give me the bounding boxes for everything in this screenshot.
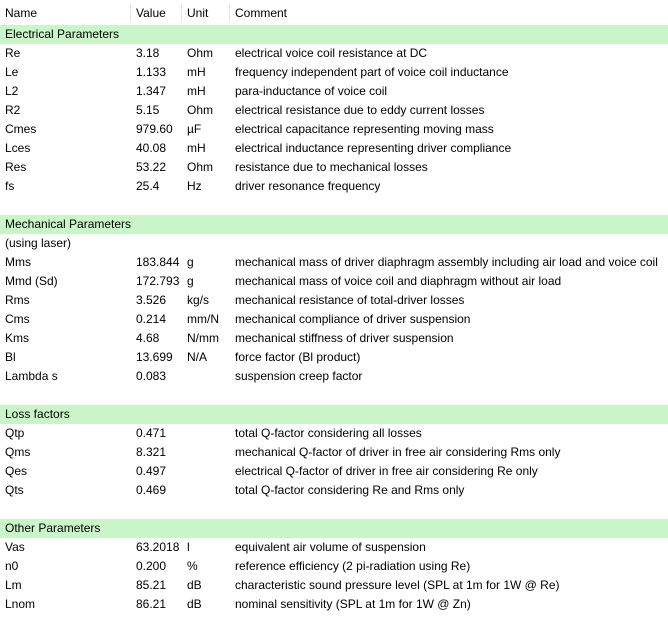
param-comment: characteristic sound pressure level (SPL at 1m for 1W @ Re) <box>235 578 560 592</box>
param-value: 40.08 <box>136 141 167 155</box>
param-value: 3.526 <box>136 293 167 307</box>
param-comment: mechanical compliance of driver suspension <box>235 312 471 326</box>
param-comment: nominal sensitivity (SPL at 1m for 1W @ Zn) <box>235 597 471 611</box>
param-name: Qtp <box>5 426 25 440</box>
param-unit: µF <box>187 122 202 136</box>
param-unit: mH <box>187 141 206 155</box>
table-row[interactable] <box>0 443 668 462</box>
table-row[interactable] <box>0 576 668 595</box>
param-name: Lm <box>5 578 22 592</box>
table-row[interactable] <box>0 481 668 500</box>
param-comment: electrical voice coil resistance at DC <box>235 46 428 60</box>
table-row[interactable] <box>0 329 668 348</box>
column-header-value[interactable]: Value <box>136 6 166 20</box>
param-unit: N/mm <box>187 331 219 345</box>
param-unit: % <box>187 559 198 573</box>
table-row[interactable] <box>0 272 668 291</box>
group-title: Loss factors <box>5 407 70 421</box>
param-name: Re <box>5 46 21 60</box>
column-separator[interactable] <box>229 4 230 22</box>
table-row[interactable] <box>0 158 668 177</box>
table-row[interactable] <box>0 234 668 253</box>
param-comment: mechanical mass of driver diaphragm assembly including air load and voice coil <box>235 255 658 269</box>
param-name: fs <box>5 179 15 193</box>
param-name: Res <box>5 160 27 174</box>
param-value: 1.133 <box>136 65 167 79</box>
param-name: Rms <box>5 293 30 307</box>
column-header <box>0 0 668 25</box>
param-value: 3.18 <box>136 46 160 60</box>
group-header-mechanical[interactable] <box>0 215 668 234</box>
table-row[interactable] <box>0 462 668 481</box>
param-value: 1.347 <box>136 84 167 98</box>
param-name: Lambda s <box>5 369 58 383</box>
param-comment: force factor (Bl product) <box>235 350 361 364</box>
param-value: 979.60 <box>136 122 173 136</box>
param-value: 0.469 <box>136 483 167 497</box>
param-name: Lnom <box>5 597 36 611</box>
table-row[interactable] <box>0 253 668 272</box>
param-value: 0.083 <box>136 369 167 383</box>
param-name: Vas <box>5 540 25 554</box>
param-unit: Ohm <box>187 160 214 174</box>
param-unit: Ohm <box>187 103 214 117</box>
param-comment: resistance due to mechanical losses <box>235 160 428 174</box>
table-row[interactable] <box>0 63 668 82</box>
param-name: Mms <box>5 255 31 269</box>
column-header-comment[interactable]: Comment <box>235 6 288 20</box>
table-row[interactable] <box>0 595 668 614</box>
param-name: Qms <box>5 445 31 459</box>
param-comment: mechanical stiffness of driver suspension <box>235 331 454 345</box>
param-value: 53.22 <box>136 160 167 174</box>
param-comment: total Q-factor considering Re and Rms only <box>235 483 465 497</box>
table-row[interactable] <box>0 120 668 139</box>
table-row[interactable] <box>0 101 668 120</box>
param-value: 0.214 <box>136 312 167 326</box>
param-name: Qts <box>5 483 24 497</box>
param-unit: g <box>187 274 194 288</box>
column-separator[interactable] <box>181 4 182 22</box>
param-comment: electrical capacitance representing moving mass <box>235 122 494 136</box>
param-name: Qes <box>5 464 28 478</box>
table-row[interactable] <box>0 177 668 196</box>
param-unit: dB <box>187 597 202 611</box>
param-value: 85.21 <box>136 578 167 592</box>
param-value: 0.497 <box>136 464 167 478</box>
param-name: Cmes <box>5 122 37 136</box>
table-row[interactable] <box>0 367 668 386</box>
param-value: 25.4 <box>136 179 160 193</box>
table-row[interactable] <box>0 424 668 443</box>
param-value: 0.200 <box>136 559 167 573</box>
param-comment: reference efficiency (2 pi-radiation using Re) <box>235 559 471 573</box>
param-comment: electrical resistance due to eddy current losses <box>235 103 485 117</box>
param-name: Lces <box>5 141 31 155</box>
table-row[interactable] <box>0 139 668 158</box>
param-unit: dB <box>187 578 202 592</box>
table-row[interactable] <box>0 82 668 101</box>
param-name: Cms <box>5 312 30 326</box>
param-unit: Hz <box>187 179 202 193</box>
param-unit: Ohm <box>187 46 214 60</box>
param-value: 4.68 <box>136 331 160 345</box>
column-separator[interactable] <box>130 4 131 22</box>
param-value: 86.21 <box>136 597 167 611</box>
table-row[interactable] <box>0 348 668 367</box>
table-row[interactable] <box>0 291 668 310</box>
param-name: R2 <box>5 103 21 117</box>
param-name: Mmd (Sd) <box>5 274 58 288</box>
table-row[interactable] <box>0 557 668 576</box>
param-value: 5.15 <box>136 103 160 117</box>
param-unit: g <box>187 255 194 269</box>
param-name: (using laser) <box>5 236 72 250</box>
group-header-other[interactable] <box>0 519 668 538</box>
param-comment: suspension creep factor <box>235 369 363 383</box>
param-comment: electrical inductance representing driver compliance <box>235 141 512 155</box>
param-comment: para-inductance of voice coil <box>235 84 388 98</box>
param-comment: equivalent air volume of suspension <box>235 540 426 554</box>
param-name: Kms <box>5 331 29 345</box>
param-value: 0.471 <box>136 426 167 440</box>
param-comment: electrical Q-factor of driver in free air considering Re only <box>235 464 538 478</box>
param-value: 8.321 <box>136 445 167 459</box>
table-row[interactable] <box>0 44 668 63</box>
param-value: 13.699 <box>136 350 173 364</box>
param-comment: total Q-factor considering all losses <box>235 426 422 440</box>
param-name: n0 <box>5 559 19 573</box>
param-unit: mH <box>187 65 206 79</box>
group-title: Electrical Parameters <box>5 27 120 41</box>
group-title: Other Parameters <box>5 521 101 535</box>
group-header-electrical[interactable] <box>0 25 668 44</box>
param-comment: driver resonance frequency <box>235 179 381 193</box>
param-comment: frequency independent part of voice coil inductance <box>235 65 509 79</box>
param-unit: mm/N <box>187 312 219 326</box>
param-comment: mechanical resistance of total-driver losses <box>235 293 465 307</box>
param-name: L2 <box>5 84 19 98</box>
param-unit: kg/s <box>187 293 210 307</box>
group-header-loss-factors[interactable] <box>0 405 668 424</box>
group-title: Mechanical Parameters <box>5 217 132 231</box>
param-comment: mechanical Q-factor of driver in free air considering Rms only <box>235 445 561 459</box>
param-value: 63.2018 <box>136 540 180 554</box>
param-unit: N/A <box>187 350 208 364</box>
column-header-unit[interactable]: Unit <box>187 6 209 20</box>
table-row[interactable] <box>0 310 668 329</box>
param-unit: l <box>187 540 190 554</box>
param-unit: mH <box>187 84 206 98</box>
param-comment: mechanical mass of voice coil and diaphragm without air load <box>235 274 562 288</box>
column-header-name[interactable]: Name <box>5 6 38 20</box>
param-name: Le <box>5 65 19 79</box>
param-value: 172.793 <box>136 274 180 288</box>
param-name: Bl <box>5 350 16 364</box>
param-value: 183.844 <box>136 255 180 269</box>
table-row[interactable] <box>0 538 668 557</box>
